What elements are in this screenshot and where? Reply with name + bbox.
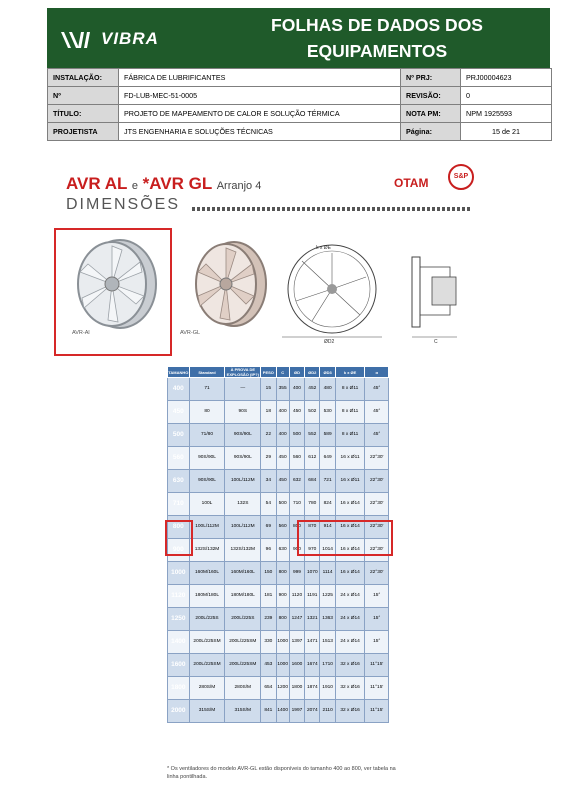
header-tamanho: TAMANHO [168,367,190,378]
avr-gl-caption: AVR-GL [180,330,201,336]
cell-size: 710 [168,493,190,516]
header-d2: ØD2 [305,367,320,378]
cell-d2: 552 [305,424,320,447]
cell-c: 560 [276,516,289,539]
table-header-row [168,367,389,378]
nprj-value: PRJ00004623 [461,69,552,87]
cell-d: 560 [289,447,304,470]
cell-kxe: 16 x Ø14 [335,562,365,585]
cell-standard: 90S/90L [189,447,225,470]
instalacao-value: FÁBRICA DE LUBRIFICANTES [119,69,401,87]
cell-alpha: 11°15' [365,654,389,677]
cell-c: 800 [276,562,289,585]
projetista-value: JTS ENGENHARIA E SOLUÇÕES TÉCNICAS [119,123,401,141]
cell-standard: 100L [189,493,225,516]
cell-alpha: 15° [365,585,389,608]
cell-aprova: 90S/90L [225,424,261,447]
avr-gl-fan-image [178,234,278,334]
title-line-1: FOLHAS DE DADOS DOS [271,15,483,35]
cell-d2: 970 [305,539,320,562]
cell-c: 500 [276,493,289,516]
cell-kxe: 16 x Ø11 [335,470,365,493]
revisao-value: 0 [461,87,552,105]
cell-aprova: 90S/90L [225,447,261,470]
cell-d2: 2074 [305,700,320,723]
cell-peso: 15 [261,378,276,401]
cell-d: 710 [289,493,304,516]
footnote: * Os ventiladores do modelo AVR-GL estão disponíveis do tamanho 400 ao 800, ver tabela na linha pontilhada. [167,766,396,780]
cell-alpha: 45° [365,378,389,401]
cell-peso: 69 [261,516,276,539]
cell-alpha: 22°30' [365,516,389,539]
cell-standard: 80 [189,401,225,424]
table-row [168,562,389,585]
catalog-title [66,174,261,194]
cell-alpha: 11°15' [365,677,389,700]
cell-aprova: 315S/M [225,700,261,723]
cell-d3: 721 [320,470,335,493]
cell-d: 1800 [289,677,304,700]
cell-size: 800 [168,516,190,539]
cell-c: 800 [276,608,289,631]
cell-size: 1600 [168,654,190,677]
dimension-drawing [282,237,472,343]
notapm-value: NPM 1925593 [461,105,552,123]
document-title [207,12,547,64]
cell-d3: 530 [320,401,335,424]
cell-c: 400 [276,424,289,447]
cell-d2: 1874 [305,677,320,700]
cell-standard: 71 [189,378,225,401]
n-label: Nº [48,87,119,105]
header-kxe: k x ØE [335,367,365,378]
cell-d: 450 [289,401,304,424]
instalacao-label: INSTALAÇÃO: [48,69,119,87]
cell-peso: 29 [261,447,276,470]
cell-d3: 1710 [320,654,335,677]
cell-d3: 2110 [320,700,335,723]
cell-d2: 1321 [305,608,320,631]
cell-standard: 315S/M [189,700,225,723]
cell-d: 400 [289,378,304,401]
logo-text: VIBRA [101,29,159,48]
cell-d: 1247 [289,608,304,631]
cell-d2: 870 [305,516,320,539]
cell-d: 800 [289,516,304,539]
cell-alpha: 22°30' [365,470,389,493]
cell-peso: 150 [261,562,276,585]
pagina-value: 15 de 21 [461,123,552,141]
size-800-values-highlight [297,520,393,556]
info-row [48,87,552,105]
table-row [168,608,389,631]
c-label: C [434,339,438,343]
table-row [168,447,389,470]
cell-alpha: 22°30' [365,562,389,585]
sp-logo: S&P [448,164,474,190]
cell-peso: 22 [261,424,276,447]
cell-standard: 200L/225SM [189,654,225,677]
info-row [48,105,552,123]
cell-c: 630 [276,539,289,562]
cell-d: 1397 [289,631,304,654]
table-row [168,631,389,654]
cell-standard: 280S/M [189,677,225,700]
cell-kxe: 8 x Ø11 [335,401,365,424]
model-and: e [131,180,138,192]
cell-kxe: 16 x Ø14 [335,516,365,539]
cell-kxe: 32 x Ø16 [335,700,365,723]
cell-standard: 90S/90L [189,470,225,493]
cell-kxe: 16 x Ø14 [335,493,365,516]
cell-c: 450 [276,447,289,470]
cell-peso: 654 [261,677,276,700]
cell-c: 450 [276,470,289,493]
cell-d3: 1513 [320,631,335,654]
cell-d3: 1114 [320,562,335,585]
cell-size: 1250 [168,608,190,631]
cell-d: 1997 [289,700,304,723]
cell-standard: 71/80 [189,424,225,447]
cell-peso: 181 [261,585,276,608]
header-c: C [276,367,289,378]
table-row [168,654,389,677]
cell-peso: 841 [261,700,276,723]
cell-kxe: 24 x Ø14 [335,608,365,631]
info-row [48,123,552,141]
cell-peso: 54 [261,493,276,516]
header-standard: Standard [189,367,225,378]
cell-d2: 1191 [305,585,320,608]
title-line-2: EQUIPAMENTOS [306,41,448,61]
cell-aprova: 100L/112M [225,470,261,493]
table-row [168,677,389,700]
cell-standard: 200L/225S [189,608,225,631]
cell-size: 900 [168,539,190,562]
cell-peso: 239 [261,608,276,631]
cell-c: 400 [276,401,289,424]
cell-d: 1600 [289,654,304,677]
cell-peso: 18 [261,401,276,424]
cell-aprova: 100L/112M [225,516,261,539]
cell-alpha: 15° [365,631,389,654]
cell-alpha: 15° [365,608,389,631]
cell-d2: 1674 [305,654,320,677]
dimensoes-heading: DIMENSÕES [66,196,181,213]
header-d3: ØD3 [320,367,335,378]
cell-d3: 589 [320,424,335,447]
cell-c: 1000 [276,631,289,654]
cell-standard: 180M/180L [189,585,225,608]
table-row [168,378,389,401]
cell-c: 355 [276,378,289,401]
cell-size: 500 [168,424,190,447]
cell-d2: 1471 [305,631,320,654]
cell-alpha: 45° [365,401,389,424]
table-row [168,493,389,516]
cell-d2: 502 [305,401,320,424]
otam-logo: OTAM [394,176,429,190]
cell-kxe: 16 x Ø11 [335,447,365,470]
cell-d3: 1910 [320,677,335,700]
cell-aprova: 280S/M [225,677,261,700]
cell-aprova: 132S/132M [225,539,261,562]
cell-aprova: 200L/225SM [225,654,261,677]
projetista-label: PROJETISTA [48,123,119,141]
kxe-label: k x ØE [316,245,332,251]
cell-size: 1000 [168,562,190,585]
cell-peso: 34 [261,470,276,493]
cell-d3: 649 [320,447,335,470]
cell-size: 2000 [168,700,190,723]
cell-d: 999 [289,562,304,585]
cell-peso: 96 [261,539,276,562]
size-800-highlight [165,520,193,556]
dotted-divider [192,207,472,211]
cell-d2: 612 [305,447,320,470]
cell-d: 500 [289,424,304,447]
vibra-logo-icon [59,28,95,52]
cell-standard: 200L/225SM [189,631,225,654]
cell-d3: 1014 [320,539,335,562]
cell-standard: 132S/132M [189,539,225,562]
cell-d: 632 [289,470,304,493]
cell-c: 1000 [276,654,289,677]
cell-size: 400 [168,378,190,401]
table-row [168,585,389,608]
cell-c: 1200 [276,677,289,700]
header-alpha: α [365,367,389,378]
cell-alpha: 22°30' [365,447,389,470]
cell-kxe: 24 x Ø14 [335,585,365,608]
cell-size: 630 [168,470,190,493]
model-gl: *AVR GL [142,174,212,193]
cell-aprova: 90S [225,401,261,424]
notapm-label: NOTA PM: [401,105,461,123]
titulo-label: TÍTULO: [48,105,119,123]
cell-alpha: 45° [365,424,389,447]
cell-standard: 100L/112M [189,516,225,539]
n-value: FD-LUB-MEC-51-0005 [119,87,401,105]
cell-standard: 160M/160L [189,562,225,585]
table-row [168,424,389,447]
cell-kxe: 8 x Ø11 [335,378,365,401]
cell-d: 900 [289,539,304,562]
cell-d2: 1070 [305,562,320,585]
cell-d2: 780 [305,493,320,516]
revisao-label: REVISÃO: [401,87,461,105]
header-d: ØD [289,367,304,378]
cell-aprova: 132S [225,493,261,516]
cell-kxe: 24 x Ø14 [335,631,365,654]
cell-d2: 684 [305,470,320,493]
avr-al-caption: AVR-Al [72,330,90,336]
cell-aprova: 200L/225S [225,608,261,631]
document-info-table [47,68,552,141]
header-aprova: À PROVA DE EXPLOSÃO (IP?) [226,367,259,377]
info-row [48,69,552,87]
cell-size: 1400 [168,631,190,654]
cell-alpha: 11°15' [365,700,389,723]
cell-d3: 824 [320,493,335,516]
cell-aprova: — [225,378,261,401]
cell-peso: 453 [261,654,276,677]
table-row [168,470,389,493]
cell-size: 1800 [168,677,190,700]
table-row [168,700,389,723]
cell-alpha: 22°30' [365,493,389,516]
cell-kxe: 8 x Ø11 [335,424,365,447]
d2-label: ØD2 [324,339,335,343]
cell-size: 450 [168,401,190,424]
table-row [168,401,389,424]
cell-d3: 914 [320,516,335,539]
avr-al-fan-image [62,234,162,334]
titulo-value: PROJETO DE MAPEAMENTO DE CALOR E SOLUÇÃO TÉRMICA [119,105,401,123]
header-peso: PESO [261,367,276,378]
cell-c: 900 [276,585,289,608]
cell-size: 560 [168,447,190,470]
cell-size: 1120 [168,585,190,608]
cell-d3: 1363 [320,608,335,631]
cell-peso: 330 [261,631,276,654]
cell-alpha: 22°30' [365,539,389,562]
model-al: AVR AL [66,174,128,193]
cell-d3: 480 [320,378,335,401]
cell-aprova: 200L/225SM [225,631,261,654]
arranjo-label: Arranjo 4 [216,180,262,192]
cell-kxe: 16 x Ø14 [335,539,365,562]
cell-aprova: 160M/160L [225,562,261,585]
pagina-label: Página: [401,123,461,141]
document-header [47,8,550,68]
cell-d3: 1225 [320,585,335,608]
cell-d2: 452 [305,378,320,401]
vibra-logo [59,28,169,52]
cell-kxe: 32 x Ø16 [335,677,365,700]
cell-d: 1120 [289,585,304,608]
nprj-label: Nº PRJ: [401,69,461,87]
cell-c: 1400 [276,700,289,723]
cell-aprova: 180M/180L [225,585,261,608]
cell-kxe: 32 x Ø16 [335,654,365,677]
